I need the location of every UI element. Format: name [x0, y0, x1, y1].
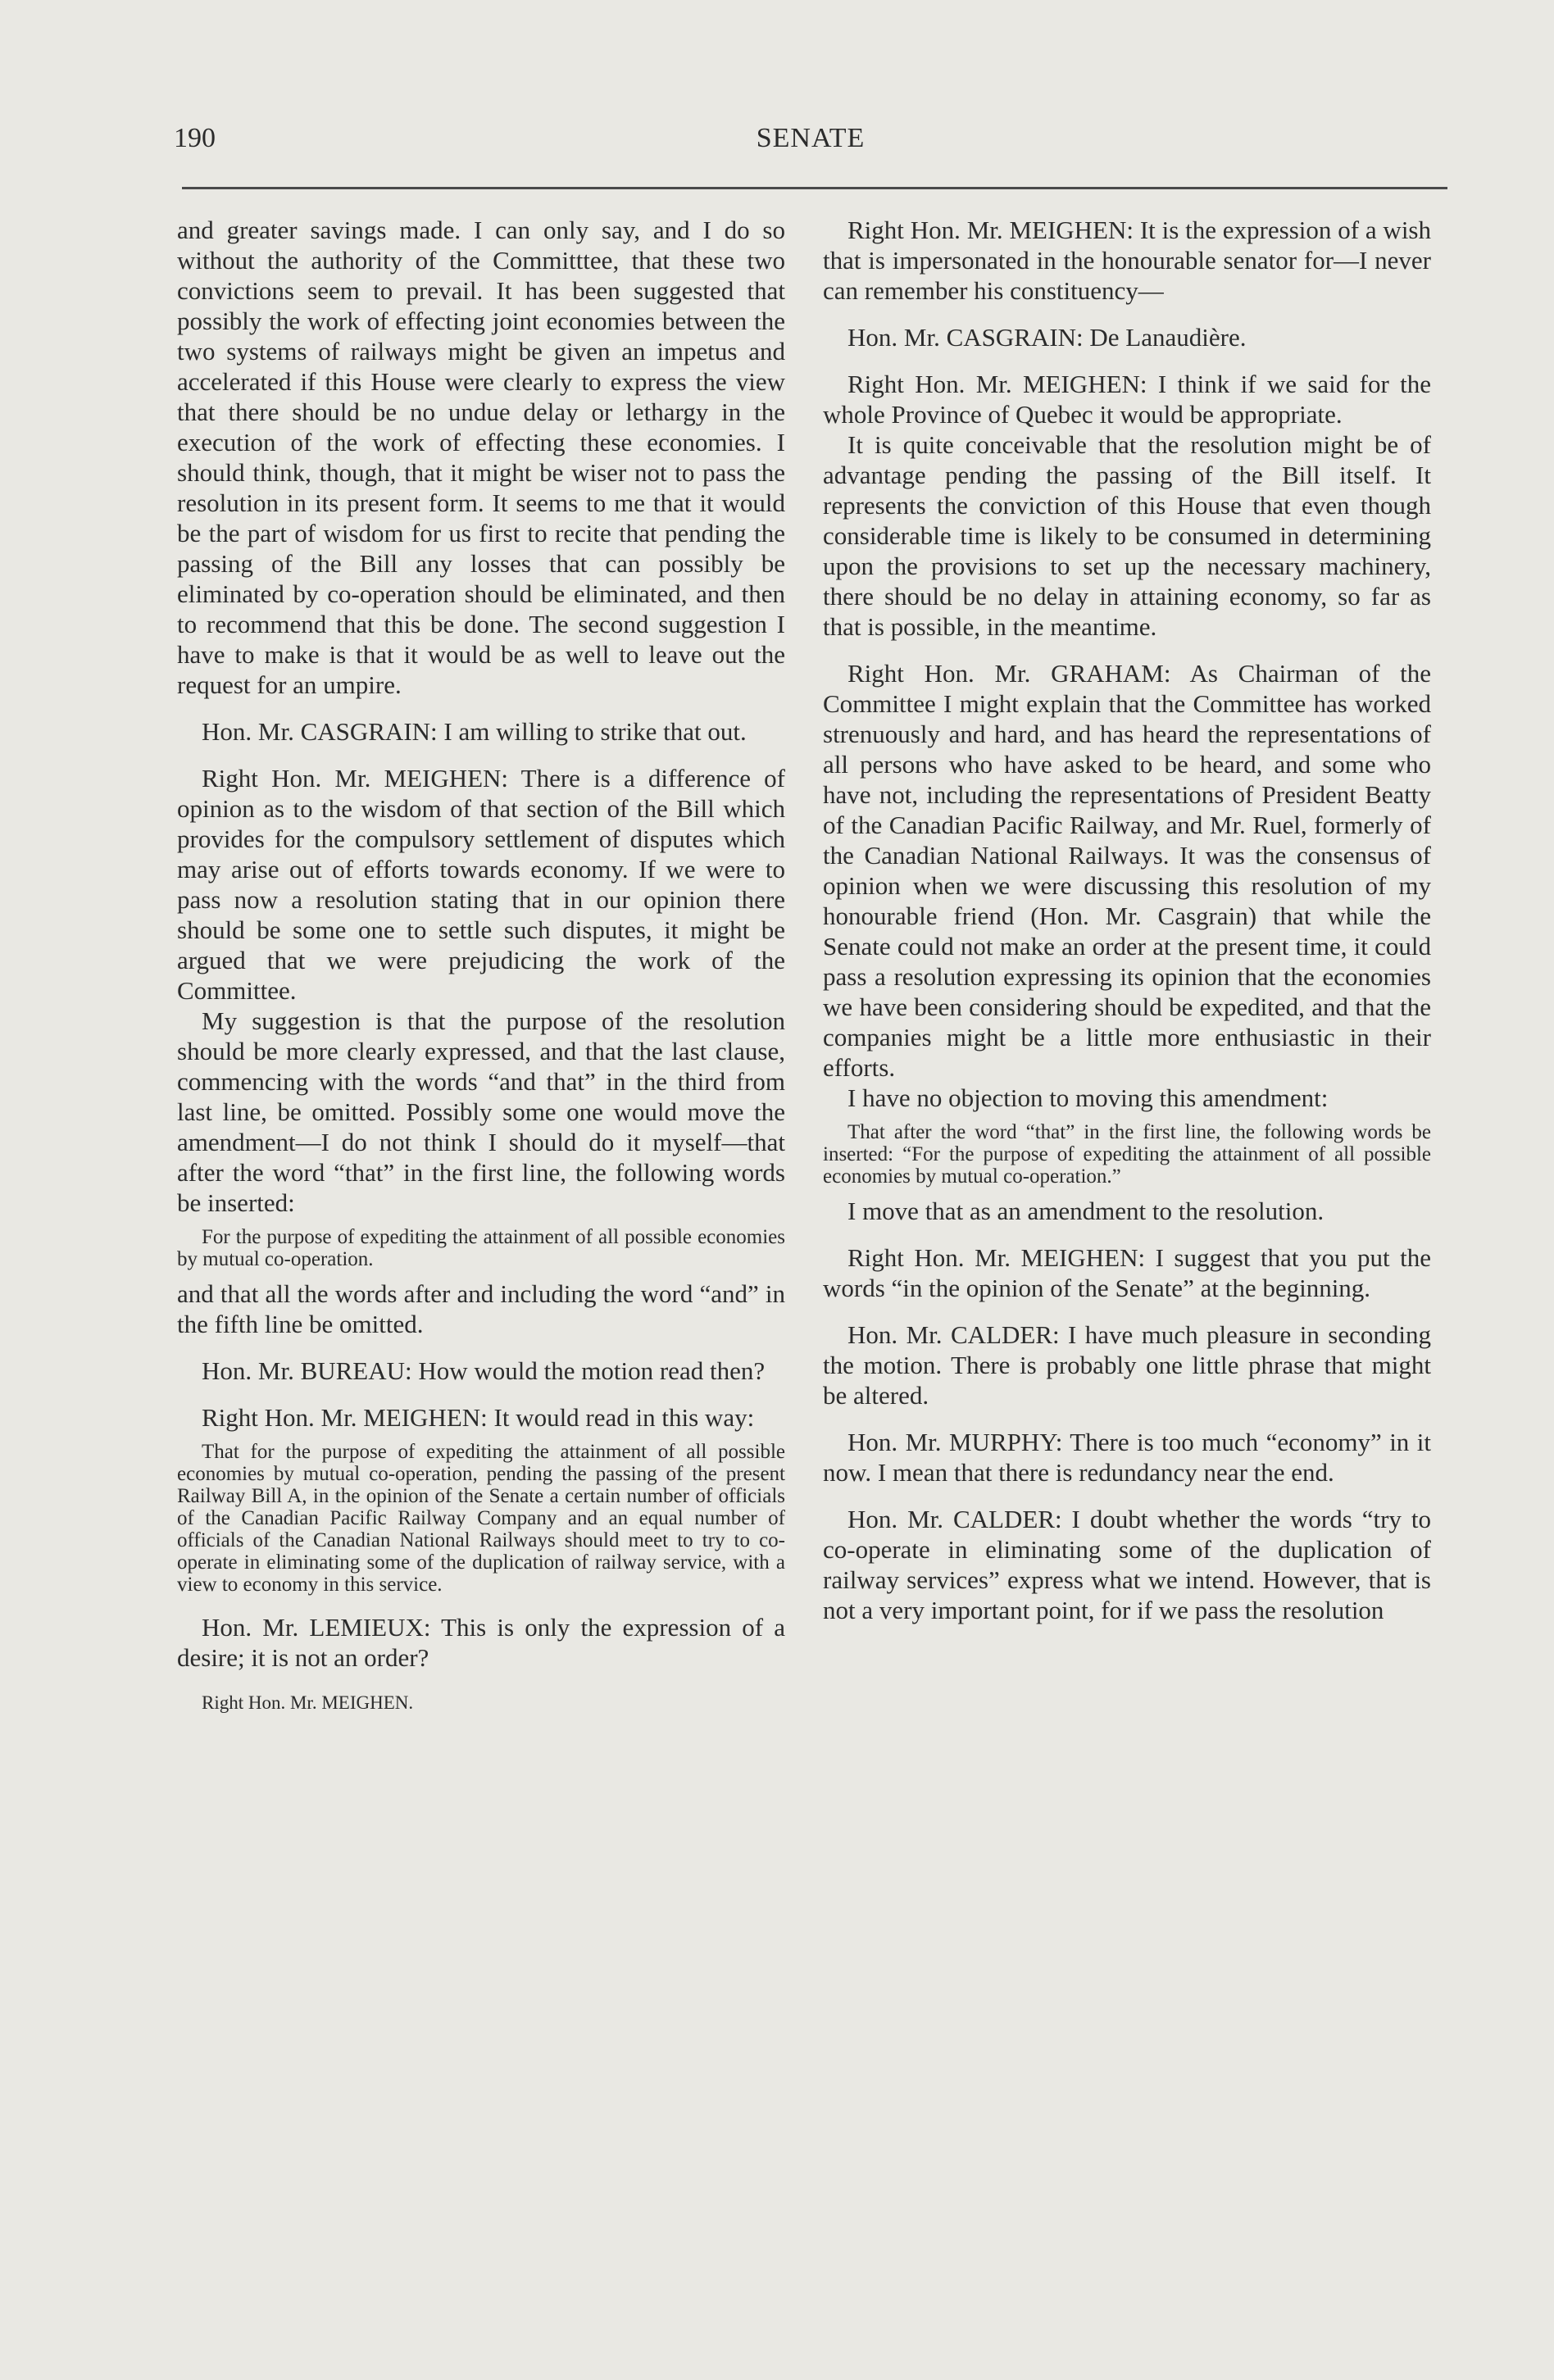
page-number: 190 — [174, 123, 216, 153]
paragraph: Right Hon. Mr. MEIGHEN: I suggest that you put the words “in the opinion of the Senate” at the beginning. — [823, 1243, 1431, 1302]
paragraph: Hon. Mr. BUREAU: How would the motion read then? — [202, 1356, 766, 1385]
paragraph: Hon. Mr. MURPHY: There is too much “economy” in it now. I mean that there is redundancy near the end. — [823, 1428, 1431, 1487]
paragraph: Hon. Mr. LEMIEUX: This is only the expression of a desire; it is not an order? — [177, 1613, 785, 1672]
header-rule — [182, 187, 1447, 189]
paragraph: and that all the words after and including the word “and” in the fifth line be omitted. — [177, 1279, 785, 1338]
paragraph: and greater savings made. I can only say, and I do so without the authority of the Committtee, that these two convictions seem to prevail. It has been suggested that possibly the work of effecting joint economies between the two systems of railways might be given an impetus and accelerated if this House were clearly to express the view that there should be no undue delay or lethargy in the execution of the work of effecting these economies. I should think, though, that it might be wiser not to pass the resolution in its present form. It seems to me that it would be the part of wisdom for us first to recite that pending the passing of the Bill any losses that can possibly be eliminated by co-operation should be eliminated, and then to recommend that this be done. The second suggestion I have to make is that it would be as well to leave out the request for an umpire. — [177, 216, 785, 699]
paragraph: Right Hon. Mr. MEIGHEN: I think if we said for the whole Province of Quebec it would be appropriate. — [823, 370, 1431, 429]
paragraph: Right Hon. Mr. MEIGHEN: It would read in this way: — [202, 1403, 755, 1432]
paragraph: Right Hon. Mr. MEIGHEN: It is the expression of a wish that is impersonated in the honourable senator for—I never can remember his constituency— — [823, 216, 1431, 305]
paragraph: Hon. Mr. CASGRAIN: I am willing to strike that out. — [202, 717, 747, 746]
quoted-text: For the purpose of expediting the attainment of all possible economies by mutual co-operation. — [177, 1226, 785, 1270]
paragraph: I have no objection to moving this amendment: — [847, 1083, 1329, 1112]
paragraph: Right Hon. Mr. MEIGHEN: There is a difference of opinion as to the wisdom of that section of the Bill which provides for the compulsory settlement of disputes which may arise out of efforts towards economy. If we were to pass now a resolution stating that in our opinion there should be some one to settle such disputes, it might be argued that we were prejudicing the work of the Committee. — [177, 764, 785, 1005]
paragraph: It is quite conceivable that the resolution might be of advantage pending the passing of the Bill itself. It represents the conviction of this House that even though considerable time is likely to be consumed in determining upon the provisions to set up the necessary machinery, there should be no delay in attaining economy, so far as that is possible, in the meantime. — [823, 430, 1431, 641]
right-column — [823, 215, 1431, 1625]
running-head — [174, 123, 1447, 164]
paragraph: I move that as an amendment to the resolution. — [847, 1197, 1325, 1225]
left-column — [177, 215, 785, 1718]
paragraph: Hon. Mr. CALDER: I doubt whether the words “try to co-operate in eliminating some of the duplication of railway services” express what we intend. However, that is not a very important point, for if we pass the resolution — [823, 1505, 1431, 1624]
quoted-text: That for the purpose of expediting the attainment of all possible economies by mutual co-operation, pending the passing of the present Railway Bill A, in the opinion of the Senate a certain number of officials of the Canadian Pacific Railway Company and an equal number of officials of the Canadian National Railways should meet to try to co-operate in eliminating some of the duplication of railway service, with a view to economy in this service. — [177, 1441, 785, 1596]
footer-speaker: Right Hon. Mr. MEIGHEN. — [202, 1692, 414, 1713]
header-title: SENATE — [756, 123, 866, 153]
paragraph: Right Hon. Mr. GRAHAM: As Chairman of the Committee I might explain that the Committee has worked strenuously and hard, and has heard the representations of all persons who have asked to be heard, and some who have not, including the representations of President Beatty of the Canadian Pacific Railway, and Mr. Ruel, formerly of the Canadian National Railways. It was the consensus of opinion when we were discussing this resolution of my honourable friend (Hon. Mr. Casgrain) that while the Senate could not make an order at the present time, it could pass a resolution expressing its opinion that the economies we have been considering should be expedited, and that the companies might be a little more enthusiastic in their efforts. — [823, 659, 1431, 1082]
paragraph: My suggestion is that the purpose of the resolution should be more clearly expressed, and that the last clause, commencing with the words “and that” in the third from last line, be omitted. Possibly some one would move the amendment—I do not think I should do it myself—that after the word “that” in the first line, the following words be inserted: — [177, 1006, 785, 1217]
paragraph: Hon. Mr. CALDER: I have much pleasure in seconding the motion. There is probably one little phrase that might be altered. — [823, 1320, 1431, 1410]
quoted-text: That after the word “that” in the first line, the following words be inserted: “For the purpose of expediting the attainment of all possible economies by mutual co-operation.” — [823, 1121, 1431, 1188]
paragraph: Hon. Mr. CASGRAIN: De Lanaudière. — [847, 323, 1247, 352]
